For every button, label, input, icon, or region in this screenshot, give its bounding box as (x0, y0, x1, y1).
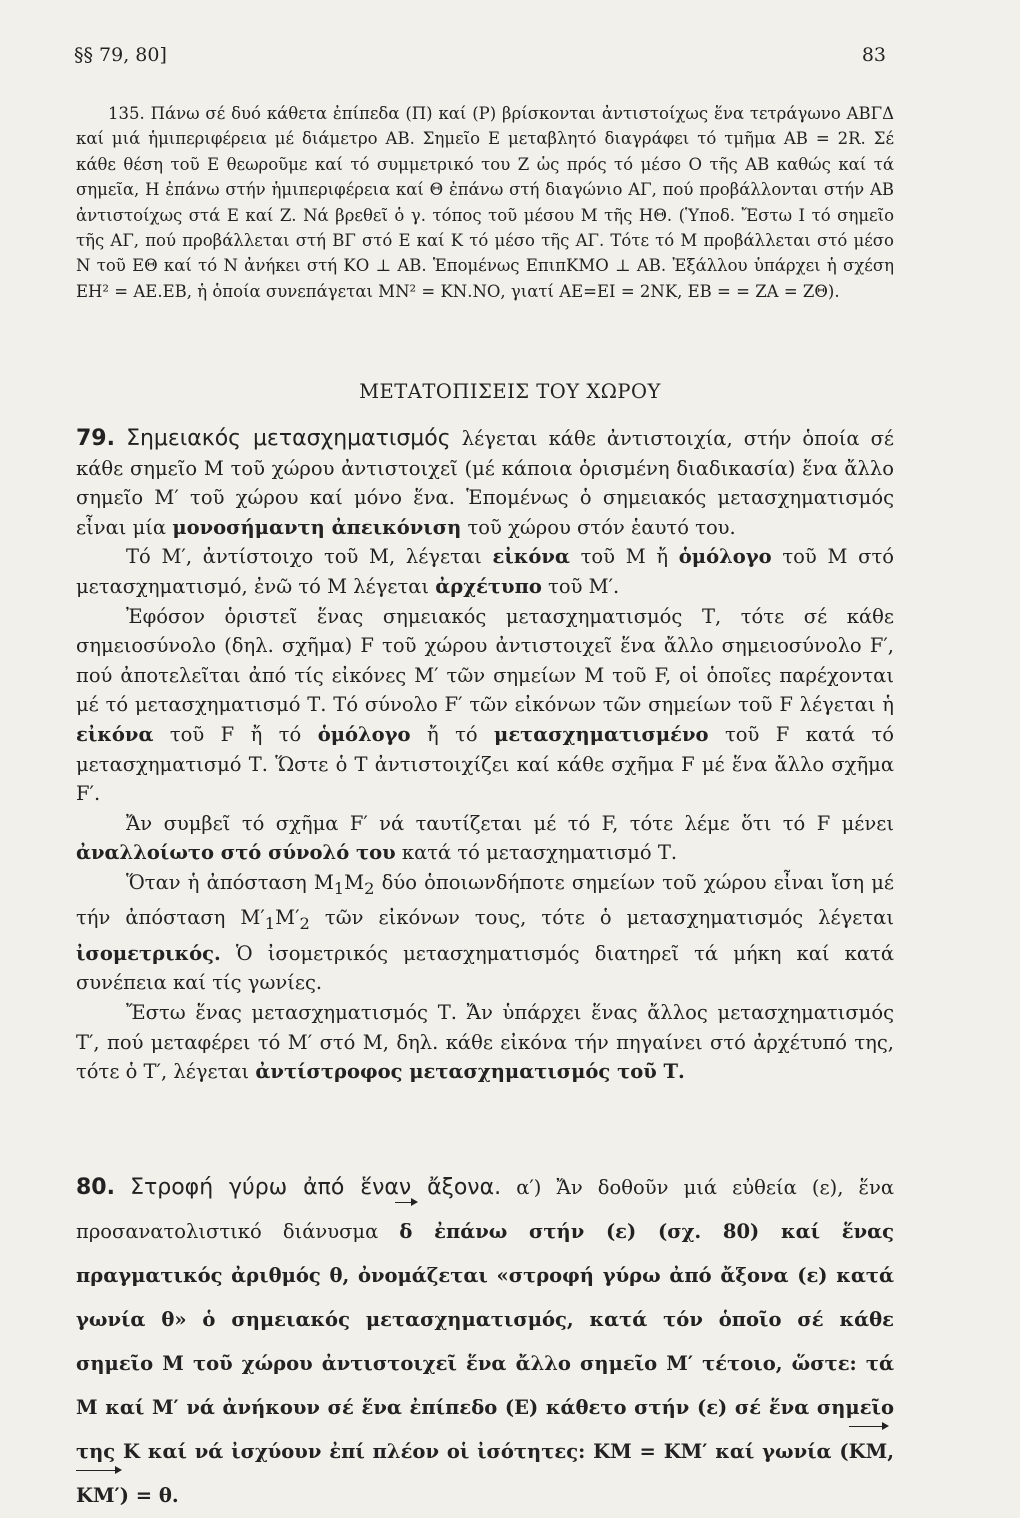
section-heading-80: Στροφή γύρω ἀπό ἕναν ἄξονα. (130, 1175, 502, 1200)
paragraph-79-3: Ἐφόσον ὁριστεῖ ἕνας σημειακός μετασχηματισμός Τ, τότε σέ κάθε σημειοσύνολο (δηλ. σχῆμα) F τοῦ χώρου ἀντιστοιχεῖ ἕνα ἄλλο σημειοσύνολο F′, πού ἀποτελεῖται ἀπό τίς εἰκόνες Μ′ τῶν σημείων Μ τοῦ F, οἱ ὁποῖες παρέχονται μέ τό μετασχηματισμό Τ. Τό σύνολο F′ τῶν εἰκόνων τῶν σημείων τοῦ F λέγεται ἡ εἰκόνα τοῦ F ἤ τό ὁμόλογο ἤ τό μετασχηματισμένο τοῦ F κατά τό μετασχηματισμό Τ. Ὥστε ὁ Τ ἀντιστοιχίζει καί κάθε σχῆμα F μέ ἕνα ἄλλο σχῆμα F′. (76, 604, 895, 806)
exercise-block (76, 101, 894, 304)
exercise-135: 135. Πάνω σέ δυό κάθετα ἐπίπεδα (Π) καί (Ρ) βρίσκονται ἀντιστοίχως ἕνα τετράγωνο ΑΒΓΔ καί μιά ἡμιπεριφέρεια μέ διάμετρο ΑΒ. Σημεῖο Ε μεταβλητό διαγράφει τό τμῆμα ΑΒ = 2R. Σέ κάθε θέση τοῦ Ε θεωροῦμε καί τό συμμετρικό του Ζ ὡς πρός τό μέσο Ο τῆς ΑΒ καθώς καί τά σημεῖα, Η ἐπάνω στήν ἡμιπεριφέρεια καί Θ ἐπάνω στή διαγώνιο ΑΓ, πού προβάλλονται στήν ΑΒ ἀντιστοίχως στά Ε καί Ζ. Νά βρεθεῖ ὁ γ. τόπος τοῦ μέσου Μ τῆς ΗΘ. (Ὑποδ. Ἔστω Ι τό σημεῖο τῆς ΑΓ, πού προβάλλεται στή ΒΓ στό Ε καί Κ τό μέσο τῆς ΑΓ. Τότε τό Μ προβάλλεται στό μέσο Ν τοῦ ΕΘ καί τό Ν ἀνήκει στή ΚΟ ⊥ ΑΒ. Ἑπομένως ΕπιπΚΜΟ ⊥ ΑΒ. Ἐξάλλου ὑπάρχει ἡ σχέση ΕΗ² = ΑΕ.ΕΒ, ἡ ὁποία συνεπάγεται ΜΝ² = ΚΝ.ΝΟ, γιατί ΑΕ=ΕΙ = 2ΝΚ, ΕΒ = = ΖΑ = ΖΘ). (76, 104, 894, 301)
section-number-79: 79. (76, 426, 115, 451)
vector-km: ΚΜ (849, 1430, 888, 1474)
vector-km-prime: ΚΜ′ (76, 1474, 120, 1518)
section-number-80: 80. (76, 1175, 115, 1200)
section-heading-79: Σημειακός μετασχηματισμός (126, 426, 451, 451)
section-80 (76, 1166, 894, 1518)
section-title: ΜΕΤΑΤΟΠΙΣΕΙΣ ΤΟΥ ΧΩΡΟΥ (359, 380, 661, 403)
section-79 (76, 424, 894, 1087)
vector-delta: δ (399, 1210, 412, 1254)
paragraph-79-2: Τό Μ′, ἀντίστοιχο τοῦ Μ, λέγεται εἰκόνα τοῦ Μ ἤ ὁμόλογο τοῦ Μ στό μετασχηματισμό, ἐνῶ τό Μ λέγεται ἀρχέτυπο τοῦ Μ′. (76, 545, 894, 598)
paragraph-80-1: 80. Στροφή γύρω ἀπό ἕναν ἄξονα. α′) Ἄν δοθοῦν μιά εὐθεία (ε), ἕνα προσανατολιστικό διάνυσμα δ ἐπάνω στήν (ε) (σχ. 80) καί ἕνας πραγματικός ἀριθμός θ, ὀνομάζεται «στροφή γύρω ἀπό ἄξονα (ε) κατά γωνία θ» ὁ σημειακός μετασχηματισμός, κατά τόν ὁποῖο σέ κάθε σημεῖο Μ τοῦ χώρου ἀντιστοιχεῖ ἕνα ἄλλο σημεῖο Μ′ τέτοιο, ὥστε: τά Μ καί Μ′ νά ἀνήκουν σέ ἕνα ἐπίπεδο (Ε) κάθετο στήν (ε) σέ ἕνα σημεῖο της Κ καί νά ἰσχύουν ἐπί πλέον οἱ ἰσότητες: ΚΜ = ΚΜ′ καί γωνία (ΚΜ, ΚΜ′) = θ. (76, 1166, 894, 1518)
paragraph-79-4: Ἄν συμβεῖ τό σχῆμα F′ νά ταυτίζεται μέ τό F, τότε λέμε ὅτι τό F μένει ἀναλλοίωτο στό σύνολό του κατά τό μετασχηματισμό Τ. (76, 811, 894, 865)
section-range: §§ 79, 80] (74, 44, 167, 66)
paragraph-79-6: Ἔστω ἕνας μετασχηματισμός Τ. Ἄν ὑπάρχει ἕνας ἄλλος μετασχηματισμός Τ′, πού μεταφέρει τό Μ′ στό Μ, δηλ. κάθε εἰκόνα τήν πηγαίνει στό ἀρχέτυπό της, τότε ὁ Τ′, λέγεται ἀντίστροφος μετασχηματισμός τοῦ Τ. (76, 1001, 894, 1084)
paragraph-79-1: 79. Σημειακός μετασχηματισμός λέγεται κάθε ἀντιστοιχία, στήν ὁποία σέ κάθε σημεῖο Μ τοῦ χώρου ἀντιστοιχεῖ (μέ κάποια ὁρισμένη διαδικασία) ἕνα ἄλλο σημεῖο Μ′ τοῦ χώρου καί μόνο ἕνα. Ἑπομένως ὁ σημειακός μετασχηματισμός εἶναι μία μονοσήμαντη ἀπεικόνιση τοῦ χώρου στόν ἑαυτό του. (76, 426, 895, 539)
page-number: 83 (861, 44, 886, 66)
paragraph-79-5: Ὅταν ἡ ἀπόσταση $M_1M_2$ δύο ὁποιωνδήποτε σημείων τοῦ χώρου εἶναι ἴση μέ τήν ἀπόσταση $M'_1M'_2$ τῶν εἰκόνων τους, τότε ὁ μετασχηματισμός λέγεται ἰσομετρικός. Ὁ ἰσομετρικός μετασχηματισμός διατηρεῖ τά μήκη καί κατά συνέπεια καί τίς γωνίες. (76, 870, 894, 995)
